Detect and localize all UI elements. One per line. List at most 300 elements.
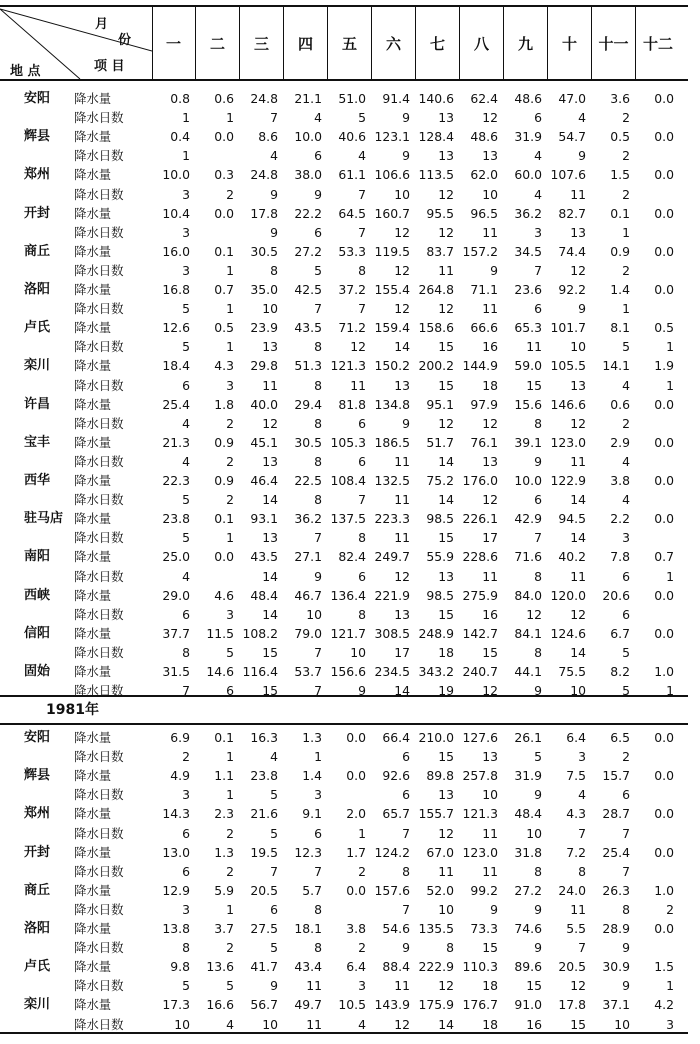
table-row	[0, 681, 700, 700]
value-cell: 4	[358, 1016, 366, 1032]
table-row	[0, 146, 700, 165]
value-cell: 128.4	[418, 129, 454, 145]
value-cell: 13	[482, 148, 498, 164]
value-cell: 1	[622, 224, 630, 240]
value-cell: 8	[358, 606, 366, 622]
value-cell: 48.4	[514, 806, 542, 822]
item-label: 降水量	[74, 473, 112, 488]
value-cell: 4	[182, 453, 190, 469]
value-cell: 48.6	[514, 91, 542, 106]
value-cell: 0.6	[610, 396, 630, 412]
value-cell: 10	[438, 901, 454, 917]
value-cell: 43.4	[294, 959, 322, 975]
value-cell: 5.7	[302, 882, 322, 898]
value-cell: 4	[622, 453, 630, 469]
value-cell: 11	[306, 1016, 322, 1032]
value-cell: 14	[262, 492, 278, 508]
value-cell: 0.8	[170, 91, 190, 106]
value-cell: 17	[394, 644, 410, 660]
value-cell: 13	[262, 453, 278, 469]
value-cell: 264.8	[418, 282, 454, 297]
value-cell: 94.5	[558, 511, 586, 527]
value-cell: 12	[570, 606, 586, 622]
value-cell: 92.6	[382, 768, 410, 784]
value-cell: 28.7	[602, 806, 630, 822]
value-cell: 0.0	[214, 205, 234, 221]
value-cell: 2.3	[214, 806, 234, 822]
value-cell: 9	[402, 415, 410, 431]
table-row	[0, 471, 700, 490]
location-name: 信阳	[24, 625, 51, 641]
value-cell: 13	[438, 787, 454, 803]
location-name: 许昌	[24, 396, 51, 412]
value-cell: 2	[666, 901, 674, 917]
item-label: 降水量	[74, 129, 112, 145]
value-cell: 11	[482, 863, 498, 879]
value-cell: 12	[438, 186, 454, 202]
value-cell: 24.8	[250, 91, 278, 106]
table-row	[0, 766, 700, 785]
value-cell: 11	[394, 492, 410, 508]
value-cell: 15	[262, 644, 278, 660]
value-cell: 13.8	[162, 921, 190, 936]
value-cell: 5	[226, 978, 234, 994]
location-name: 栾川	[24, 997, 51, 1013]
value-cell: 13	[262, 530, 278, 546]
value-cell: 14	[570, 530, 586, 546]
value-cell: 9	[534, 940, 542, 956]
table-row	[0, 433, 700, 452]
value-cell: 79.0	[294, 625, 322, 641]
value-cell: 121.3	[330, 358, 366, 374]
value-cell: 249.7	[374, 549, 410, 565]
value-cell: 4	[358, 148, 366, 164]
value-cell: 234.5	[374, 664, 410, 679]
value-cell: 12	[438, 415, 454, 431]
item-label: 降水量	[74, 167, 112, 183]
value-cell: 8	[534, 415, 542, 431]
item-label: 降水日数	[74, 492, 124, 508]
value-cell: 10	[614, 1016, 630, 1032]
value-cell: 89.8	[426, 768, 454, 784]
value-cell: 0.0	[654, 511, 674, 527]
table-row	[0, 165, 700, 184]
value-cell: 11	[438, 863, 454, 879]
value-cell: 12	[438, 978, 454, 994]
value-cell: 11	[394, 453, 410, 469]
value-cell: 136.4	[330, 587, 366, 603]
value-cell: 40.6	[338, 129, 366, 145]
value-cell: 3	[182, 224, 190, 240]
value-cell: 17.8	[250, 205, 278, 221]
location-name: 卢氏	[24, 320, 51, 336]
location-name: 商丘	[24, 882, 51, 898]
value-cell: 0.0	[654, 806, 674, 822]
value-cell: 37.7	[162, 625, 190, 641]
value-cell: 2	[182, 749, 190, 765]
value-cell: 7	[358, 224, 366, 240]
value-cell: 9	[358, 683, 366, 699]
header-month-4: 四	[284, 7, 328, 79]
item-label: 降水量	[74, 549, 112, 565]
table-row	[0, 452, 700, 471]
value-cell: 157.6	[374, 882, 410, 898]
value-cell: 3	[226, 606, 234, 622]
value-cell: 3	[534, 224, 542, 240]
table-row	[0, 280, 700, 299]
value-cell: 29.0	[162, 587, 190, 603]
value-cell: 39.1	[514, 434, 542, 450]
value-cell: 30.5	[250, 243, 278, 259]
value-cell: 12	[482, 683, 498, 699]
value-cell: 16.0	[162, 243, 190, 259]
value-cell: 101.7	[550, 320, 586, 336]
value-cell: 9.8	[170, 959, 190, 975]
value-cell: 158.6	[418, 320, 454, 336]
item-label: 降水量	[74, 768, 112, 784]
table-row	[0, 395, 700, 414]
value-cell: 7	[314, 301, 322, 317]
value-cell: 6	[182, 825, 190, 841]
value-cell: 82.7	[558, 205, 586, 221]
value-cell: 12.3	[294, 844, 322, 860]
item-label: 降水量	[74, 205, 112, 221]
value-cell: 6	[182, 863, 190, 879]
value-cell: 11	[262, 377, 278, 393]
value-cell: 6	[358, 453, 366, 469]
value-cell: 6	[534, 492, 542, 508]
header-item-label: 项 目	[94, 59, 125, 74]
value-cell: 0.0	[654, 625, 674, 641]
item-label: 降水日数	[74, 148, 124, 164]
value-cell: 64.5	[338, 205, 366, 221]
value-cell: 16.3	[250, 730, 278, 745]
value-cell: 6.7	[610, 625, 630, 641]
value-cell: 51.3	[294, 358, 322, 374]
item-label: 降水日数	[74, 901, 124, 917]
value-cell: 18.4	[162, 358, 190, 374]
value-cell: 0.1	[214, 243, 234, 259]
value-cell: 6	[314, 224, 322, 240]
value-cell: 110.3	[462, 959, 498, 975]
value-cell: 8	[534, 863, 542, 879]
value-cell: 5	[182, 492, 190, 508]
value-cell: 36.2	[514, 205, 542, 221]
value-cell: 44.1	[514, 664, 542, 679]
value-cell: 124.6	[550, 625, 586, 641]
value-cell: 10	[306, 606, 322, 622]
value-cell: 10	[350, 644, 366, 660]
value-cell: 108.4	[330, 473, 366, 488]
value-cell: 1.5	[654, 959, 674, 975]
item-label: 降水日数	[74, 568, 124, 584]
value-cell: 0.0	[346, 882, 366, 898]
value-cell: 53.7	[294, 664, 322, 679]
value-cell: 248.9	[418, 625, 454, 641]
value-cell: 88.4	[382, 959, 410, 975]
table-row	[0, 824, 700, 843]
value-cell: 9	[490, 901, 498, 917]
table-header	[0, 5, 688, 81]
value-cell: 6.4	[566, 730, 586, 745]
value-cell: 43.5	[294, 320, 322, 336]
table-row	[0, 356, 700, 375]
value-cell: 176.0	[462, 473, 498, 488]
table-row	[0, 605, 700, 624]
item-label: 降水日数	[74, 787, 124, 803]
value-cell: 6.4	[346, 959, 366, 975]
value-cell: 62.4	[470, 91, 498, 106]
value-cell: 0.0	[654, 587, 674, 603]
value-cell: 275.9	[462, 587, 498, 603]
value-cell: 12	[394, 224, 410, 240]
value-cell: 0.0	[654, 473, 674, 488]
location-name: 南阳	[24, 549, 51, 565]
value-cell: 1	[226, 339, 234, 355]
value-cell: 42.5	[294, 282, 322, 297]
value-cell: 73.3	[470, 921, 498, 936]
value-cell: 155.7	[418, 806, 454, 822]
value-cell: 5.5	[566, 921, 586, 936]
year-label: 1981年	[46, 702, 99, 718]
value-cell: 137.5	[330, 511, 366, 527]
value-cell: 12	[570, 978, 586, 994]
value-cell: 9	[578, 301, 586, 317]
value-cell: 15	[482, 644, 498, 660]
value-cell: 37.2	[338, 282, 366, 297]
location-name: 西华	[24, 473, 51, 488]
header-place-label: 地 点	[10, 64, 41, 79]
value-cell: 4	[270, 749, 278, 765]
value-cell: 67.0	[426, 844, 454, 860]
value-cell: 9	[314, 568, 322, 584]
table-row	[0, 89, 700, 108]
value-cell: 13	[394, 606, 410, 622]
value-cell: 10	[570, 683, 586, 699]
value-cell: 5	[182, 301, 190, 317]
value-cell: 3	[666, 1016, 674, 1032]
value-cell: 11	[350, 377, 366, 393]
value-cell: 12	[438, 224, 454, 240]
item-label: 降水日数	[74, 186, 124, 202]
item-label: 降水日数	[74, 377, 124, 393]
value-cell: 8	[182, 644, 190, 660]
value-cell: 6	[182, 606, 190, 622]
value-cell: 0.4	[170, 129, 190, 145]
value-cell: 221.9	[374, 587, 410, 603]
value-cell: 6.9	[170, 730, 190, 745]
value-cell: 48.6	[470, 129, 498, 145]
value-cell: 95.5	[426, 205, 454, 221]
value-cell: 14	[570, 492, 586, 508]
value-cell: 0.0	[214, 129, 234, 145]
value-cell: 2	[622, 186, 630, 202]
value-cell: 176.7	[462, 997, 498, 1013]
value-cell: 12	[570, 262, 586, 278]
item-label: 降水日数	[74, 683, 124, 699]
value-cell: 8	[314, 492, 322, 508]
value-cell: 0.7	[654, 549, 674, 565]
value-cell: 3	[578, 749, 586, 765]
value-cell: 54.6	[382, 921, 410, 936]
value-cell: 1	[226, 749, 234, 765]
header-month-2: 二	[196, 7, 240, 79]
item-label: 降水量	[74, 243, 112, 259]
value-cell: 5	[622, 644, 630, 660]
value-cell: 24.8	[250, 167, 278, 183]
value-cell: 228.6	[462, 549, 498, 565]
value-cell: 75.5	[558, 664, 586, 679]
value-cell: 8	[358, 530, 366, 546]
table-row	[0, 127, 700, 146]
location-name: 商丘	[24, 243, 51, 259]
value-cell: 10.0	[294, 129, 322, 145]
value-cell: 14.3	[162, 806, 190, 822]
header-month-6: 六	[372, 7, 416, 79]
value-cell: 12	[526, 606, 542, 622]
value-cell: 127.6	[462, 730, 498, 745]
value-cell: 0.0	[654, 129, 674, 145]
value-cell: 21.3	[162, 434, 190, 450]
value-cell: 11	[438, 262, 454, 278]
value-cell: 71.6	[514, 549, 542, 565]
value-cell: 2	[622, 749, 630, 765]
value-cell: 1	[226, 901, 234, 917]
value-cell: 4	[226, 1016, 234, 1032]
value-cell: 0.5	[610, 129, 630, 145]
item-label: 降水量	[74, 625, 112, 641]
value-cell: 0.5	[654, 320, 674, 336]
value-cell: 2	[226, 492, 234, 508]
value-cell: 1	[182, 148, 190, 164]
value-cell: 14	[438, 453, 454, 469]
value-cell: 4	[578, 787, 586, 803]
value-cell: 1.3	[214, 844, 234, 860]
value-cell: 143.9	[374, 997, 410, 1013]
item-label: 降水量	[74, 921, 112, 936]
value-cell: 6	[534, 110, 542, 126]
value-cell: 9	[402, 940, 410, 956]
value-cell: 124.2	[374, 844, 410, 860]
value-cell: 35.0	[250, 282, 278, 297]
value-cell: 98.5	[426, 511, 454, 527]
value-cell: 84.0	[514, 587, 542, 603]
value-cell: 5	[270, 825, 278, 841]
item-label: 降水日数	[74, 453, 124, 469]
value-cell: 0.0	[654, 434, 674, 450]
value-cell: 48.4	[250, 587, 278, 603]
value-cell: 11.5	[206, 625, 234, 641]
value-cell: 45.1	[250, 434, 278, 450]
table-row	[0, 1015, 700, 1034]
item-label: 降水量	[74, 959, 112, 975]
value-cell: 37.1	[602, 997, 630, 1013]
value-cell: 46.4	[250, 473, 278, 488]
value-cell: 10	[482, 787, 498, 803]
value-cell: 0.3	[214, 167, 234, 183]
value-cell: 41.7	[250, 959, 278, 975]
value-cell: 5	[534, 749, 542, 765]
value-cell: 3.8	[346, 921, 366, 936]
value-cell: 8.2	[610, 664, 630, 679]
value-cell: 96.5	[470, 205, 498, 221]
value-cell: 10.5	[338, 997, 366, 1013]
value-cell: 4	[314, 110, 322, 126]
value-cell: 6	[314, 825, 322, 841]
value-cell: 4	[534, 186, 542, 202]
value-cell: 0.1	[214, 730, 234, 745]
location-name: 辉县	[24, 768, 51, 784]
value-cell: 0.9	[214, 434, 234, 450]
value-cell: 99.2	[470, 882, 498, 898]
table-row	[0, 490, 700, 509]
value-cell: 7	[622, 825, 630, 841]
value-cell: 25.4	[602, 844, 630, 860]
value-cell: 23.8	[250, 768, 278, 784]
value-cell: 15	[438, 339, 454, 355]
value-cell: 11	[394, 978, 410, 994]
value-cell: 6	[182, 377, 190, 393]
value-cell: 5	[622, 683, 630, 699]
value-cell: 6	[622, 568, 630, 584]
value-cell: 4.6	[214, 587, 234, 603]
item-label: 降水量	[74, 396, 112, 412]
value-cell: 14	[438, 1016, 454, 1032]
value-cell: 8	[314, 940, 322, 956]
value-cell: 12	[394, 1016, 410, 1032]
header-month-1: 一	[152, 7, 196, 79]
value-cell: 13	[438, 568, 454, 584]
value-cell: 16.8	[162, 282, 190, 297]
value-cell: 15	[482, 940, 498, 956]
item-label: 降水日数	[74, 825, 124, 841]
value-cell: 226.1	[462, 511, 498, 527]
table-row	[0, 528, 700, 547]
value-cell: 222.9	[418, 959, 454, 975]
value-cell: 22.5	[294, 473, 322, 488]
value-cell: 75.2	[426, 473, 454, 488]
value-cell: 156.6	[330, 664, 366, 679]
value-cell: 66.6	[470, 320, 498, 336]
value-cell: 53.3	[338, 243, 366, 259]
item-label: 降水量	[74, 730, 112, 745]
value-cell: 1	[666, 978, 674, 994]
item-label: 降水量	[74, 587, 112, 603]
value-cell: 3	[622, 530, 630, 546]
value-cell: 6	[270, 901, 278, 917]
value-cell: 175.9	[418, 997, 454, 1013]
value-cell: 1	[226, 530, 234, 546]
value-cell: 31.8	[514, 844, 542, 860]
value-cell: 11	[482, 825, 498, 841]
value-cell: 2	[622, 148, 630, 164]
value-cell: 4	[622, 377, 630, 393]
value-cell: 8.6	[258, 129, 278, 145]
value-cell: 8	[622, 901, 630, 917]
value-cell: 18	[482, 1016, 498, 1032]
value-cell: 59.0	[514, 358, 542, 374]
value-cell: 8	[534, 644, 542, 660]
value-cell: 13	[262, 339, 278, 355]
value-cell: 71.1	[470, 282, 498, 297]
value-cell: 0.0	[346, 768, 366, 784]
value-cell: 4	[182, 415, 190, 431]
value-cell: 1	[182, 110, 190, 126]
value-cell: 9	[270, 186, 278, 202]
value-cell: 4	[182, 568, 190, 584]
value-cell: 7	[534, 262, 542, 278]
value-cell: 2	[226, 940, 234, 956]
